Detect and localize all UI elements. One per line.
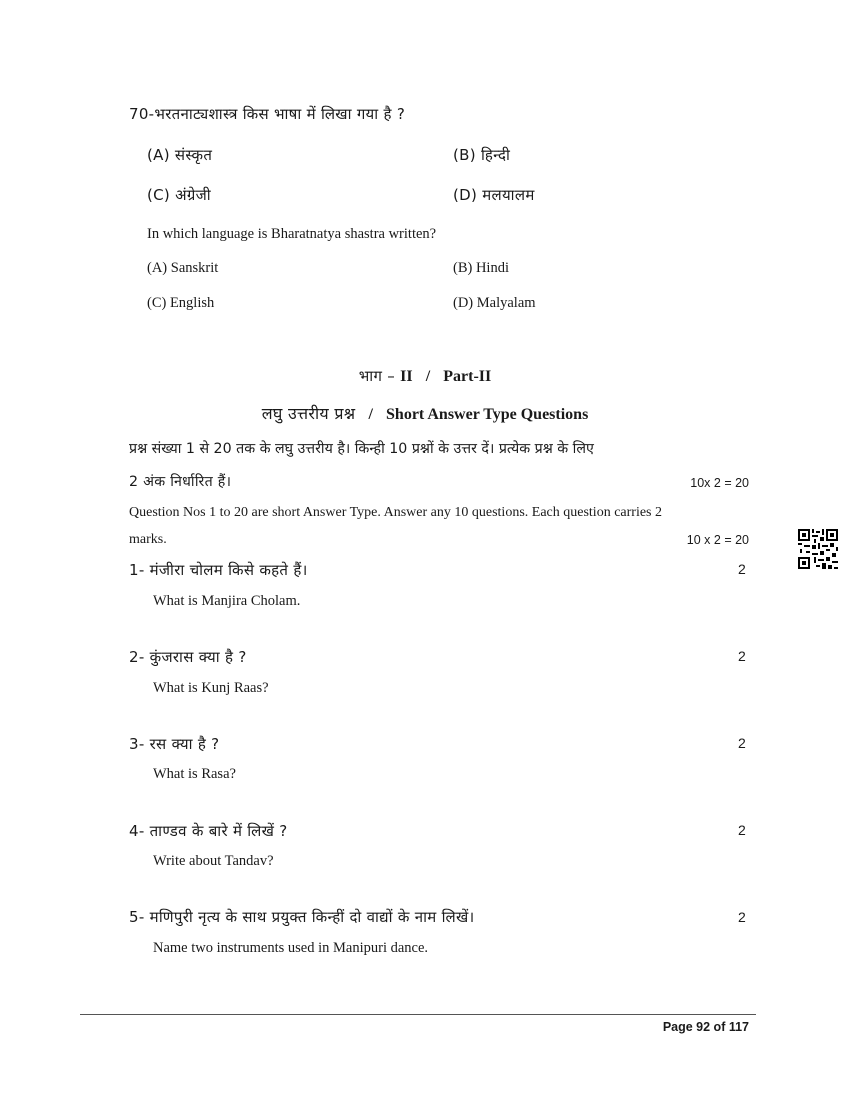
q70-question-hi: 70-भरतनाट्यशास्त्र किस भाषा में लिखा गया है ? [129,105,406,123]
qr-code-icon [798,529,838,569]
part-title-hi: भाग – [358,367,396,385]
part-title-num: II [400,368,413,385]
instructions-marks-hi: 10x 2 = 20 [690,476,749,490]
part-subtitle-separator: / [368,406,373,423]
question-3-hi: 3- रस क्या है ? [129,735,220,753]
page-number: Page 92 of 117 [662,1020,749,1034]
question-2-marks: 2 [738,648,746,664]
question-5-hi: 5- मणिपुरी नृत्य के साथ प्रयुक्त किन्हीं दो वाद्यों के नाम लिखें। [129,908,475,926]
question-2-hi: 2- कुंजरास क्या है ? [129,648,247,666]
q70-option-a-hi: (A) संस्कृत [147,146,213,164]
question-4-en: Write about Tandav? [153,853,274,869]
part-subtitle [0,402,850,424]
part-title-en: Part-II [443,368,492,385]
question-3-en: What is Rasa? [153,766,236,782]
question-5-marks: 2 [738,909,746,925]
instructions-hi-line1: प्रश्न संख्या 1 से 20 तक के लघु उत्तरीय है। किन्ही 10 प्रश्नों के उत्तर दें। प्रत्येक प्रश्न के लिए [129,441,594,457]
part-title-separator: / [425,368,431,385]
q70-option-b-en: (B) Hindi [453,260,509,276]
q70-option-c-hi: (C) अंग्रेजी [147,186,211,204]
part-subtitle-en: Short Answer Type Questions [386,406,589,423]
question-1-marks: 2 [738,561,746,577]
q70-option-d-en: (D) Malyalam [453,295,536,311]
question-4-marks: 2 [738,822,746,838]
q70-option-b-hi: (B) हिन्दी [453,146,511,164]
instructions-en-line2: marks. [129,532,167,547]
q70-option-c-en: (C) English [147,295,215,311]
q70-option-d-hi: (D) मलयालम [453,186,535,204]
part-subtitle-hi: लघु उत्तरीय प्रश्न [261,404,356,423]
q70-question-en: In which language is Bharatnatya shastra written? [147,226,437,242]
question-2-en: What is Kunj Raas? [153,680,269,696]
instructions-en-line1: Question Nos 1 to 20 are short Answer Type. Answer any 10 questions. Each question carries 2 [129,505,662,520]
footer-divider [80,1014,756,1015]
question-3-marks: 2 [738,735,746,751]
question-5-en: Name two instruments used in Manipuri dance. [153,940,429,956]
question-1-en: What is Manjira Cholam. [153,593,301,609]
instructions-marks-en: 10 x 2 = 20 [686,533,749,547]
instructions-hi-line2: 2 अंक निर्धारित हैं। [129,474,232,490]
q70-option-a-en: (A) Sanskrit [147,260,219,276]
question-1-hi: 1- मंजीरा चोलम किसे कहते हैं। [129,561,308,579]
part-title [0,366,850,386]
question-4-hi: 4- ताण्डव के बारे में लिखें ? [129,822,288,840]
